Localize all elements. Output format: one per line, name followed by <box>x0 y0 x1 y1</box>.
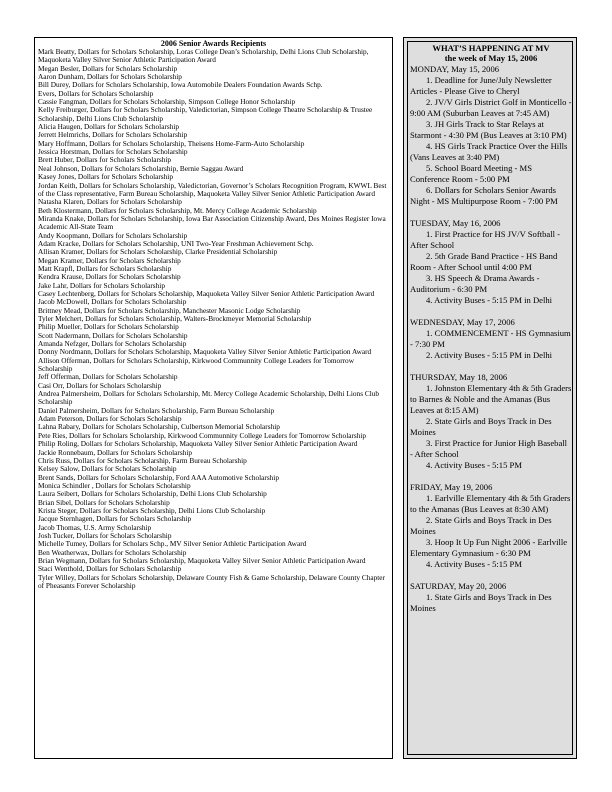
award-entry: Jacque Sternhagen, Dollars for Scholars Scholarship <box>38 514 192 524</box>
awards-list <box>38 48 389 590</box>
event-item: 6. Dollars for Scholars Senior Awards Night - MS Multipurpose Room - 7:00 PM <box>410 185 558 206</box>
event-item: 1. Deadline for June/July Newsletter Articles - Please Give to Cheryl <box>410 75 552 96</box>
event-item: 2. 5th Grade Band Practice - HS Band Room - After School until 4:00 PM <box>410 251 558 272</box>
award-entry: Neal Johnson, Dollars for Scholars Scholarship, Bernie Saggau Award <box>38 163 244 173</box>
award-entry: Megan Kramer, Dollars for Scholars Scholarship <box>38 255 181 265</box>
event-item: 4. Activity Buses - 5:15 PM <box>426 460 522 470</box>
award-entry: Megan Besler, Dollars for Scholars Scholarship <box>38 63 178 73</box>
award-entry: Pete Ries, Dollars for Scholars Scholarship, Kirkwood Communnity College Leaders for Tomorrow Scholarship <box>38 430 367 440</box>
award-entry: Monica Schindler , Dollars for Scholars Scholarship <box>38 480 191 490</box>
events-title <box>410 43 572 63</box>
event-item: 3. First Practice for Junior High Baseball - After School <box>410 438 568 459</box>
award-entry: Tyler Willey, Dollars for Scholars Scholarship, Delaware County Fish & Game Scholarship, Delaware County Chapter of Pheasants Forever Scholarship <box>38 572 385 590</box>
award-entry: Cassie Fangman, Dollars for Scholars Scholarship, Simpson College Honor Scholarship <box>38 97 296 107</box>
event-day <box>410 317 572 361</box>
award-entry: Laura Seibert, Dollars for Scholars Scholarship, Delhi Lions Club Scholarship <box>38 489 267 499</box>
events-days <box>410 64 572 614</box>
event-item: 4. Activity Buses - 5:15 PM <box>426 559 522 569</box>
award-entry: Daniel Palmersheim, Dollars for Scholars Scholarship, Farm Bureau Scholarship <box>38 405 275 415</box>
event-day-title: WEDNESDAY, May 17, 2006 <box>410 317 515 327</box>
event-item: 1. Earlville Elementary 4th & 5th Graders to the Amanas (Bus Leaves at 8:30 AM) <box>410 493 571 514</box>
award-entry: Michelle Tumey, Dollars for Scholars Schp., MV Silver Senior Athletic Participation Award <box>38 539 307 549</box>
event-day <box>410 64 572 207</box>
event-item: 1. State Girls and Boys Track in Des Moines <box>410 592 552 613</box>
award-entry: Alicia Haugen, Dollars for Scholars Scholarship <box>38 122 180 132</box>
award-entry: Jake Lahr, Dollars for Scholars Scholarship <box>38 280 165 290</box>
award-entry: Jeff Offerman, Dollars for Scholars Scholarship <box>38 372 178 382</box>
event-item: 4. HS Girls Track Practice Over the Hills (Vans Leaves at 3:40 PM) <box>410 141 568 162</box>
award-entry: Casey Lechtenberg, Dollars for Scholars Scholarship, Maquoketa Valley Silver Senior Athletic Participation Award <box>38 288 375 298</box>
event-item: 1. Johnston Elementary 4th & 5th Graders to Barnes & Noble and the Amanas (Bus Leaves at 8:15 AM) <box>410 383 572 415</box>
award-entry: Amanda Nefzger, Dollars for Scholars Scholarship <box>38 339 187 349</box>
award-entry: Evers, Dollars for Scholars Scholarship <box>38 88 154 98</box>
award-entry: Philip Roling, Dollars for Scholars Scholarship, Maquoketa Valley Silver Senior Athletic Participation Award <box>38 439 358 449</box>
award-entry: Staci Wenthold, Dollars for Scholars Scholarship <box>38 564 182 574</box>
award-entry: Brett Huber, Dollars for Scholars Scholarship <box>38 155 172 165</box>
event-item: 1. First Practice for HS JV/V Softball - After School <box>410 229 560 250</box>
award-entry: Jessica Horstman, Dollars for Scholars Scholarship <box>38 147 188 157</box>
award-entry: Kelly Freiburger, Dollars for Scholars Scholarship, Valedictorian, Simpson College Theatre Scholarship & Trustee Scholarship, Delhi Lions Club Scholarship <box>38 105 373 123</box>
award-entry: Bill Durey, Dollars for Scholars Scholarship, Iowa Automobile Dealers Foundation Awards Schp. <box>38 80 323 90</box>
award-entry: Brian Sibel, Dollars for Scholars Scholarship <box>38 497 170 507</box>
award-entry: Allison Offerman, Dollars for Scholars Scholarship, Kirkwood Communnity College Leaders for Tomorrow Scholarship <box>38 355 354 374</box>
award-entry: Aaron Dunham, Dollars for Scholars Scholarship <box>38 72 182 82</box>
award-entry: Beth Klostermann, Dollars for Scholars Scholarship, Mt. Mercy College Academic Scholarship <box>38 205 317 215</box>
award-entry: Josh Tucker, Dollars for Scholars Scholarship <box>38 530 172 540</box>
award-entry: Krista Steger, Dollars for Scholars Scholarship, Delhi Lions Club Scholarship <box>38 505 266 515</box>
event-item: 2. JV/V Girls District Golf in Monticello - 9:00 AM (Suburban Leaves at 7:45 AM) <box>410 97 572 118</box>
award-entry: Kelsey Salow, Dollars for Scholars Scholarship <box>38 464 177 474</box>
event-day-title: TUESDAY, May 16, 2006 <box>410 218 501 228</box>
award-entry: Chris Russ, Dollars for Scholars Scholarship, Farm Bureau Scholarship <box>38 455 247 465</box>
award-entry: Jacob Thomas, U.S. Army Scholarship <box>38 522 152 532</box>
event-day <box>410 218 572 306</box>
event-item: 3. JH Girls Track to Star Relays at Starmont - 4:30 PM (Bus Leaves at 3:10 PM) <box>410 119 567 140</box>
award-entry: Jerrett Helmrichs, Dollars for Scholars Scholarship <box>38 130 188 140</box>
event-day <box>410 482 572 570</box>
event-day-title: SATURDAY, May 20, 2006 <box>410 581 507 591</box>
award-entry: Lahna Rabary, Dollars for Scholars Scholarship, Culbertson Memorial Scholarship <box>38 422 280 432</box>
event-day-title: MONDAY, May 15, 2006 <box>410 64 500 74</box>
awards-title: 2006 Senior Awards Recipients <box>160 39 267 48</box>
event-item: 3. Hoop It Up Fun Night 2006 - Earlville Elementary Gymnasium - 6:30 PM <box>410 537 568 558</box>
award-entry: Donny Nordmann, Dollars for Scholars Scholarship, Maquoketa Valley Silver Senior Athletic Participation Award <box>38 347 372 357</box>
award-entry: Mary Hoffmann, Dollars for Scholars Scholarship, Theisens Home-Farm-Auto Scholarship <box>38 138 305 148</box>
event-day <box>410 372 572 471</box>
award-entry: Jordan Keith, Dollars for Scholars Scholarship, Valedictorian, Governor’s Scholars Recognition Program, KWWL Best of the Class representative, Farm Bureau Scholarship, Maquoketa Valley Silver Senior Athletic Participation Award <box>38 180 387 198</box>
event-item: 5. School Board Meeting - MS Conference Room - 5:00 PM <box>410 163 532 184</box>
award-entry: Kendra Krause, Dollars for Scholars Scholarship <box>38 272 181 282</box>
events-title-line1: WHAT’S HAPPENING AT MV <box>432 43 550 53</box>
award-entry: Casi Orr, Dollars for Scholars Scholarship <box>38 380 162 390</box>
award-entry: Philip Mueller, Dollars for Scholars Scholarship <box>38 322 179 332</box>
event-day-title: FRIDAY, May 19, 2006 <box>410 482 493 492</box>
award-entry: Scott Nadermann, Dollars for Scholars Scholarship <box>38 330 188 340</box>
events-panel <box>403 37 577 759</box>
award-entry: Brent Sands, Dollars for Scholars Scholarship, Ford AAA Automotive Scholarship <box>38 472 279 482</box>
awards-panel <box>34 37 393 759</box>
award-entry: Andy Koopmann, Dollars for Scholars Scholarship <box>38 230 188 240</box>
award-entry: Matt Krapfl, Dollars for Scholars Scholarship <box>38 263 172 273</box>
event-day <box>410 581 572 614</box>
events-inner-box <box>407 41 573 755</box>
event-item: 2. State Girls and Boys Track in Des Moines <box>410 515 552 536</box>
award-entry: Natasha Klaren, Dollars for Scholars Scholarship <box>38 197 182 207</box>
award-entry: Jackie Ronnebaum, Dollars for Scholars Scholarship <box>38 447 193 457</box>
event-day-title: THURSDAY, May 18, 2006 <box>410 372 508 382</box>
award-entry: Brian Wegmann, Dollars for Scholars Scholarship, Maquoketa Valley Silver Senior Athletic Participation Award <box>38 555 366 565</box>
award-entry: Allisan Kramer, Dollars for Scholars Scholarship, Clarke Presidential Scholarship <box>38 247 278 257</box>
award-entry: Miranda Knake, Dollars for Scholars Scholarship, Iowa Bar Association Citizenship Award, Des Moines Register Iowa Academic All-State Team <box>38 213 386 232</box>
award-entry: Ben Weatherwax, Dollars for Scholars Scholarship <box>38 547 187 557</box>
award-entry: Adam Peterson, Dollars for Scholars Scholarship <box>38 414 182 424</box>
event-item: 2. Activity Buses - 5:15 PM in Delhi <box>426 350 553 360</box>
events-title-line2: the week of May 15, 2006 <box>444 53 538 63</box>
award-entry: Andrea Palmersheim, Dollars for Scholars Scholarship, Mt. Mercy College Academic Scholarship, Delhi Lions Club Scholarship <box>38 389 380 407</box>
award-entry: Kasey Jones, Dollars for Scholars Scholarship <box>38 172 173 182</box>
event-item: 3. HS Speech & Drama Awards - Auditorium - 6:30 PM <box>410 273 540 294</box>
event-item: 2. State Girls and Boys Track in Des Moines <box>410 416 552 437</box>
award-entry: Adam Kracke, Dollars for Scholars Scholarship, UNI Two-Year Freshman Achievement Schp. <box>38 238 314 248</box>
award-entry: Jacob McDowell, Dollars for Scholars Scholarship <box>38 297 187 307</box>
award-entry: Brittney Mead, Dollars for Scholars Scholarship, Manchester Masonic Lodge Scholarship <box>38 305 301 315</box>
award-entry: Tyler Melchert, Dollars for Scholars Scholarship, Walters-Brockmeyer Memorial Scholarship <box>38 314 312 323</box>
event-item: 4. Activity Buses - 5:15 PM in Delhi <box>426 295 553 305</box>
event-item: 1. COMMENCEMENT - HS Gymnasium - 7:30 PM <box>410 328 571 349</box>
award-entry: Mark Beatty, Dollars for Scholars Scholarship, Loras College Dean’s Scholarship, Delhi Lions Club Scholarship, Maquoketa Valley Silver Senior Athletic Participation Award <box>38 47 369 65</box>
